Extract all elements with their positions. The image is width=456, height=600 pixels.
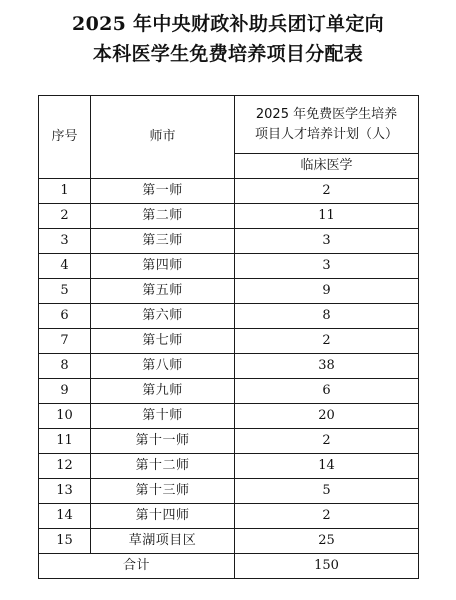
table-row xyxy=(39,504,419,529)
row-division: 第二师 xyxy=(91,204,235,229)
row-value: 5 xyxy=(235,479,419,504)
row-value: 11 xyxy=(235,204,419,229)
row-division: 第六师 xyxy=(91,304,235,329)
row-division: 第五师 xyxy=(91,279,235,304)
row-index: 15 xyxy=(39,529,91,554)
table-row xyxy=(39,479,419,504)
row-value: 2 xyxy=(235,179,419,204)
row-division: 第十三师 xyxy=(91,479,235,504)
row-index: 14 xyxy=(39,504,91,529)
table-row xyxy=(39,354,419,379)
header-division: 师市 xyxy=(91,96,235,179)
row-index: 13 xyxy=(39,479,91,504)
table-row xyxy=(39,454,419,479)
allocation-table xyxy=(38,95,419,579)
row-value: 3 xyxy=(235,229,419,254)
header-plan-line-2: 项目人才培养计划（人） xyxy=(254,126,398,142)
row-index: 3 xyxy=(39,229,91,254)
header-specialty: 临床医学 xyxy=(235,154,419,179)
table-row xyxy=(39,379,419,404)
row-division: 第四师 xyxy=(91,254,235,279)
header-plan-line-1: 2025 年免费医学生培养 xyxy=(255,106,398,122)
table-row xyxy=(39,254,419,279)
table-row xyxy=(39,204,419,229)
row-index: 9 xyxy=(39,379,91,404)
table-row xyxy=(39,304,419,329)
row-index: 2 xyxy=(39,204,91,229)
row-index: 10 xyxy=(39,404,91,429)
row-division: 第十二师 xyxy=(91,454,235,479)
row-division: 第九师 xyxy=(91,379,235,404)
table-row xyxy=(39,279,419,304)
row-division: 草湖项目区 xyxy=(91,529,235,554)
row-division: 第八师 xyxy=(91,354,235,379)
table-row xyxy=(39,429,419,454)
table-total-row xyxy=(39,554,419,579)
row-division: 第三师 xyxy=(91,229,235,254)
header-index: 序号 xyxy=(39,96,91,179)
table-header-row xyxy=(39,96,419,154)
row-index: 1 xyxy=(39,179,91,204)
row-value: 25 xyxy=(235,529,419,554)
row-division: 第十四师 xyxy=(91,504,235,529)
table-row xyxy=(39,179,419,204)
table-row xyxy=(39,329,419,354)
row-value: 2 xyxy=(235,504,419,529)
table-row xyxy=(39,229,419,254)
row-value: 20 xyxy=(235,404,419,429)
row-division: 第七师 xyxy=(91,329,235,354)
row-value: 38 xyxy=(235,354,419,379)
row-division: 第一师 xyxy=(91,179,235,204)
row-division: 第十师 xyxy=(91,404,235,429)
row-index: 11 xyxy=(39,429,91,454)
header-plan xyxy=(235,96,419,154)
total-value: 150 xyxy=(235,554,419,579)
row-value: 9 xyxy=(235,279,419,304)
row-index: 8 xyxy=(39,354,91,379)
allocation-table-body xyxy=(39,96,419,579)
total-label: 合计 xyxy=(39,554,235,579)
row-value: 2 xyxy=(235,429,419,454)
row-value: 6 xyxy=(235,379,419,404)
row-value: 2 xyxy=(235,329,419,354)
row-value: 3 xyxy=(235,254,419,279)
row-value: 8 xyxy=(235,304,419,329)
row-index: 6 xyxy=(39,304,91,329)
row-value: 14 xyxy=(235,454,419,479)
row-division: 第十一师 xyxy=(91,429,235,454)
row-index: 12 xyxy=(39,454,91,479)
table-row xyxy=(39,404,419,429)
document-title-line-1: 2025 年中央财政补助兵团订单定向 xyxy=(72,13,384,35)
row-index: 5 xyxy=(39,279,91,304)
row-index: 7 xyxy=(39,329,91,354)
document-title-line-2: 本科医学生免费培养项目分配表 xyxy=(92,43,364,65)
row-index: 4 xyxy=(39,254,91,279)
table-row xyxy=(39,529,419,554)
